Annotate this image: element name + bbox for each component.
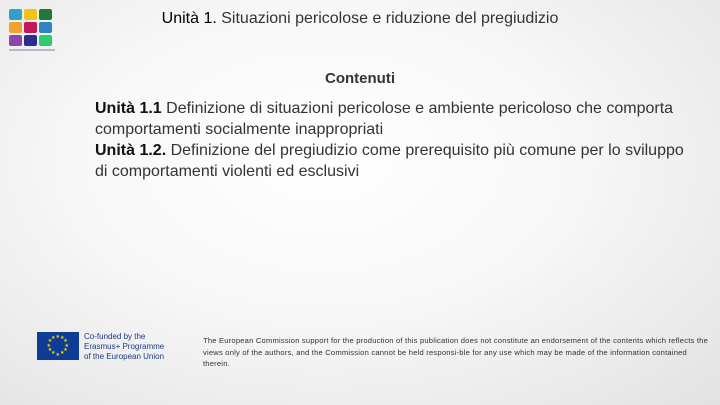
eu-star-icon: ★ <box>46 342 51 349</box>
eu-cofunded-text <box>84 332 164 362</box>
logo-tile <box>9 35 22 46</box>
eu-star-icon: ★ <box>55 333 60 340</box>
eu-star-icon: ★ <box>60 334 65 341</box>
contents-item <box>95 140 685 182</box>
logo-tile <box>24 35 37 46</box>
logo-caption <box>9 49 55 51</box>
eu-star-icon: ★ <box>64 342 69 349</box>
eu-star-icon: ★ <box>55 351 60 358</box>
contents-list <box>95 98 685 182</box>
eu-line: Co-funded by the <box>84 332 146 341</box>
item-number: Unità 1.1 <box>95 100 162 117</box>
logo-tile <box>39 35 52 46</box>
eu-star-icon: ★ <box>60 350 65 357</box>
eu-star-icon: ★ <box>51 350 56 357</box>
title-text: Situazioni pericolose e riduzione del pregiudizio <box>216 10 559 27</box>
eu-line: Erasmus+ Programme <box>84 342 165 351</box>
eu-line: of the European Union <box>84 352 165 361</box>
slide-title <box>0 10 720 28</box>
item-number: Unità 1.2. <box>95 142 167 159</box>
title-unit-prefix: Unità 1. <box>161 10 217 27</box>
eu-cofunded-logo <box>37 332 164 362</box>
contents-item <box>95 98 685 140</box>
disclaimer-text: The European Commission support for the production of this publication does not constitute an endorsement of the contents which reflects the views only of the authors, and the Commission cannot be held responsi-ble for any use which may be made of the information contained therein. <box>203 336 708 368</box>
eu-star-icon: ★ <box>51 334 56 341</box>
eu-star-icon: ★ <box>47 338 53 344</box>
item-text: Definizione di situazioni pericolose e ambiente pericoloso che comporta comportamenti socialmente inappropriati <box>95 100 674 138</box>
eu-star-icon: ★ <box>47 347 53 353</box>
eu-star-icon: ★ <box>63 347 68 353</box>
item-text: Definizione del pregiudizio come prerequisito più comune per lo sviluppo di comportamenti violenti ed esclusivi <box>95 142 684 180</box>
eu-flag-icon <box>37 332 79 360</box>
contents-heading: Contenuti <box>325 70 395 87</box>
eu-star-icon: ★ <box>63 338 68 344</box>
